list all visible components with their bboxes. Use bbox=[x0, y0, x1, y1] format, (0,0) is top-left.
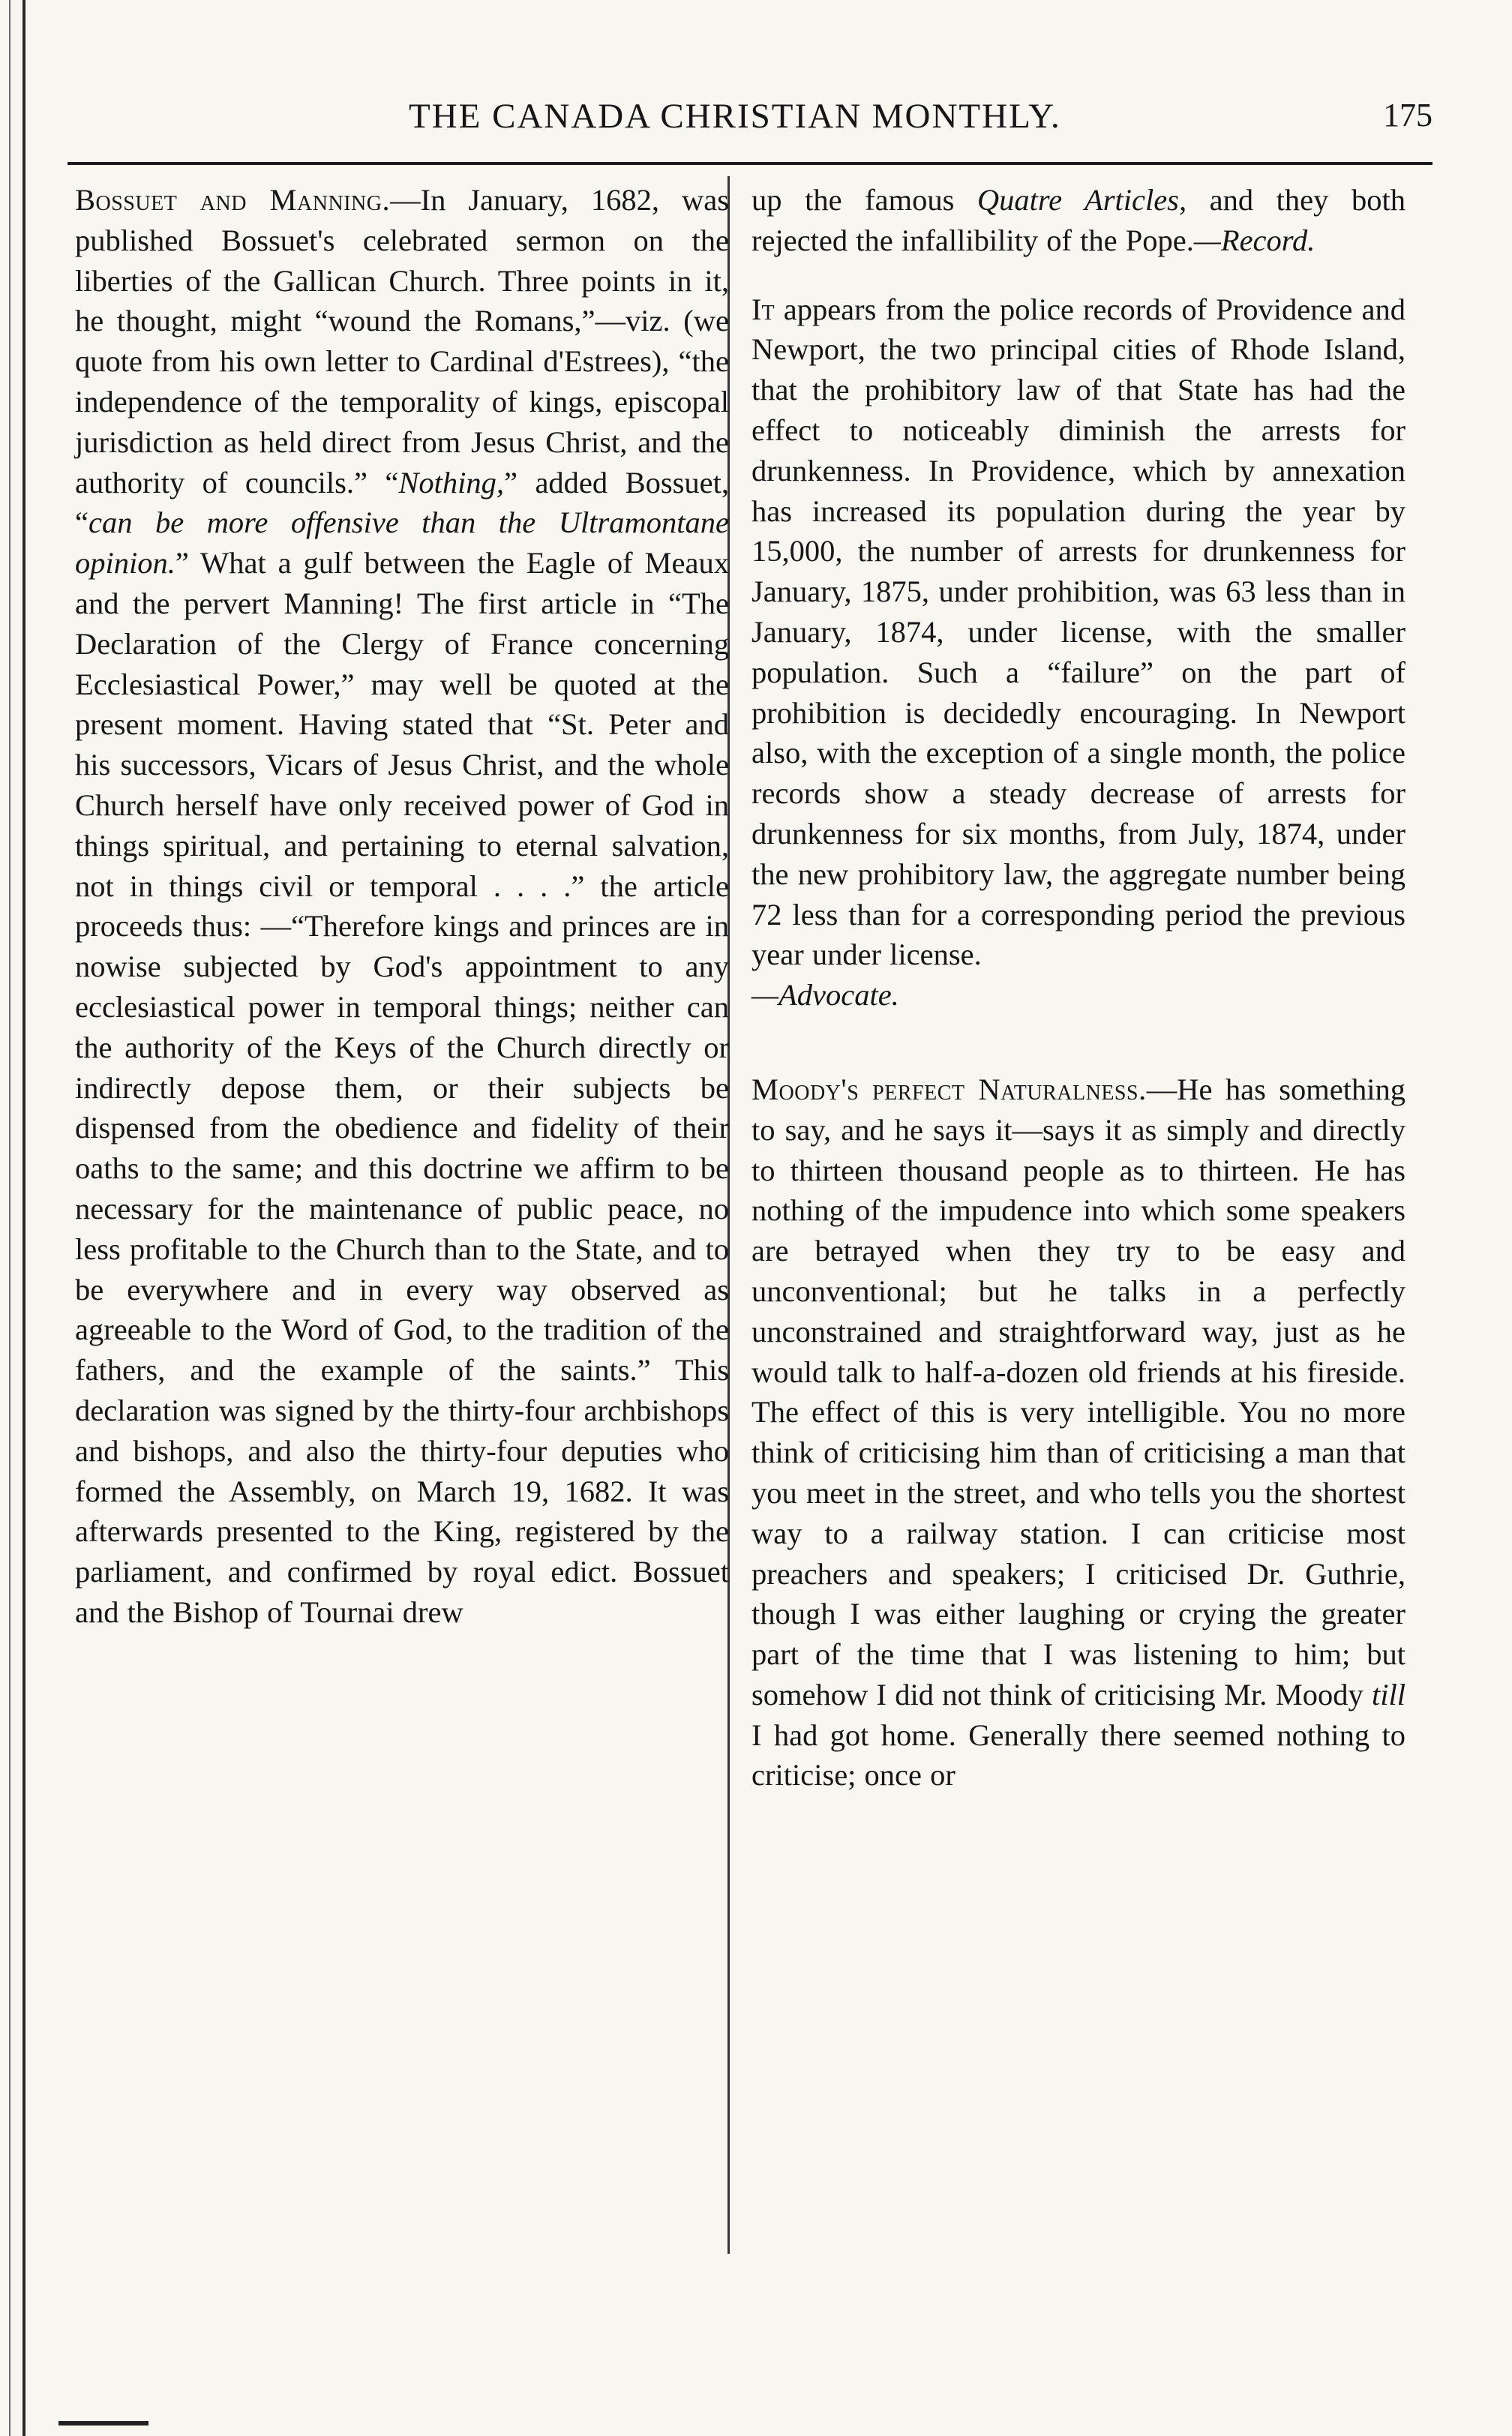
article-text: I had got home. Generally there seemed nothing to criticise; once or bbox=[752, 1718, 1406, 1792]
article-text: up the famous bbox=[752, 183, 977, 217]
left-column bbox=[75, 180, 729, 1633]
article-text: —He has something to say, and he says it—says it as simply and directly to thirteen thousand people as to thirteen. He has nothing of the impudence into which some speakers are betrayed when they try to be easy and unconventional; but he talks in a perfectly unconstrained and straightforward way, just as he would talk to half-a-dozen old friends at his fireside. The effect of this is very intelligible. You no more think of criticising him than of criticising a man that you meet in the street, and who tells you the shortest way to a railway station. I can criticise most preachers and speakers; I criticised Dr. Guthrie, though I was either laughing or crying the greater part of the time that I was listening to him; but somehow I did not think of criticising Mr. Moody bbox=[752, 1072, 1406, 1712]
italic-quote: can be more offensive than the Ultramontane opinion. bbox=[75, 506, 729, 580]
initial-word: It bbox=[752, 292, 775, 326]
italic-title: Quatre Articles, bbox=[976, 183, 1187, 217]
article-text: —In January, 1682, was published Bossuet's celebrated sermon on the liberties of the Gallican Church. Three points in it, he thought, might “wound the Romans,”—viz. (we quote from his own letter to Cardinal d'Estrees), “the independence of the temporality of kings, episcopal jurisdiction as held direct from Jesus Christ, and the authority of councils.” “ bbox=[75, 183, 729, 500]
page-header bbox=[68, 96, 1432, 156]
right-column bbox=[752, 180, 1406, 1796]
article-moody bbox=[752, 1070, 1406, 1796]
article-text: ” added Bossuet, “ bbox=[75, 465, 729, 540]
binding-edge-line bbox=[9, 0, 10, 2436]
article-bossuet-continued bbox=[752, 180, 1406, 261]
article-bossuet-and-manning bbox=[75, 180, 729, 1633]
article-text: and they both rejected the infallibility of the Pope. bbox=[752, 183, 1406, 257]
article-text: appears from the police records of Providence and Newport, the two principal cities of Rhode Island, that the prohibitory law of that State has had the effect to noticeably diminish the arrests for drunkenness. In Providence, which by annexation has increased its population during the year by 15,000, the number of arrests for drunkenness for January, 1875, under prohibition, was 63 less than in January, 1874, under license, with the smaller population. Such a “failure” on the part of prohibition is decidedly encouraging. In Newport also, with the exception of a single month, the police records show a steady decrease of arrests for drunkenness for six months, from July, 1874, under the new prohibitory law, the aggregate number being 72 less than for a corresponding period the previous year under license. bbox=[752, 292, 1406, 972]
running-title: THE CANADA CHRISTIAN MONTHLY. bbox=[409, 97, 1061, 136]
header-rule bbox=[68, 162, 1432, 165]
source-credit: —Advocate. bbox=[752, 978, 899, 1012]
article-heading: Bossuet and Manning. bbox=[75, 183, 391, 217]
paragraph-gap bbox=[752, 1016, 1406, 1070]
article-heading: Moody's perfect Naturalness. bbox=[752, 1072, 1147, 1106]
paragraph-gap bbox=[752, 261, 1406, 290]
article-rhode-island bbox=[752, 290, 1406, 1016]
bottom-edge-mark bbox=[58, 2421, 148, 2426]
italic-word: till bbox=[1371, 1677, 1406, 1712]
binding-edge-rule bbox=[22, 0, 26, 2436]
article-text: ” What a gulf between the Eagle of Meaux and the pervert Manning! The first article in “The Declaration of the Clergy of France concerning Ecclesiastical Power,” may well be quoted at the present moment. Having stated that “St. Peter and his successors, Vicars of Jesus Christ, and the whole Church herself have only received power of God in things spiritual, and pertaining to eternal salvation, not in things civil or temporal . . . .” the article proceeds thus: —“Therefore kings and princes are in nowise subjected by God's appointment to any ecclesiastical power in temporal things; neither can the authority of the Keys of the Church directly or indirectly depose them, or their subjects be dispensed from the obedience and fidelity of their oaths to the same; and this doctrine we affirm to be necessary for the maintenance of public peace, no less profitable to the Church than to the State, and to be everywhere and in every way observed as agreeable to the Word of God, to the tradition of the fathers, and the example of the saints.” This declaration was signed by the thirty-four archbishops and bishops, and also the thirty-four deputies who formed the Assembly, on March 19, 1682. It was afterwards presented to the King, registered by the parliament, and confirmed by royal edict. Bossuet and the Bishop of Tournai drew bbox=[75, 546, 729, 1629]
source-credit: —Record. bbox=[1193, 223, 1316, 257]
italic-word: Nothing, bbox=[398, 465, 505, 500]
page-number: 175 bbox=[1383, 97, 1432, 134]
